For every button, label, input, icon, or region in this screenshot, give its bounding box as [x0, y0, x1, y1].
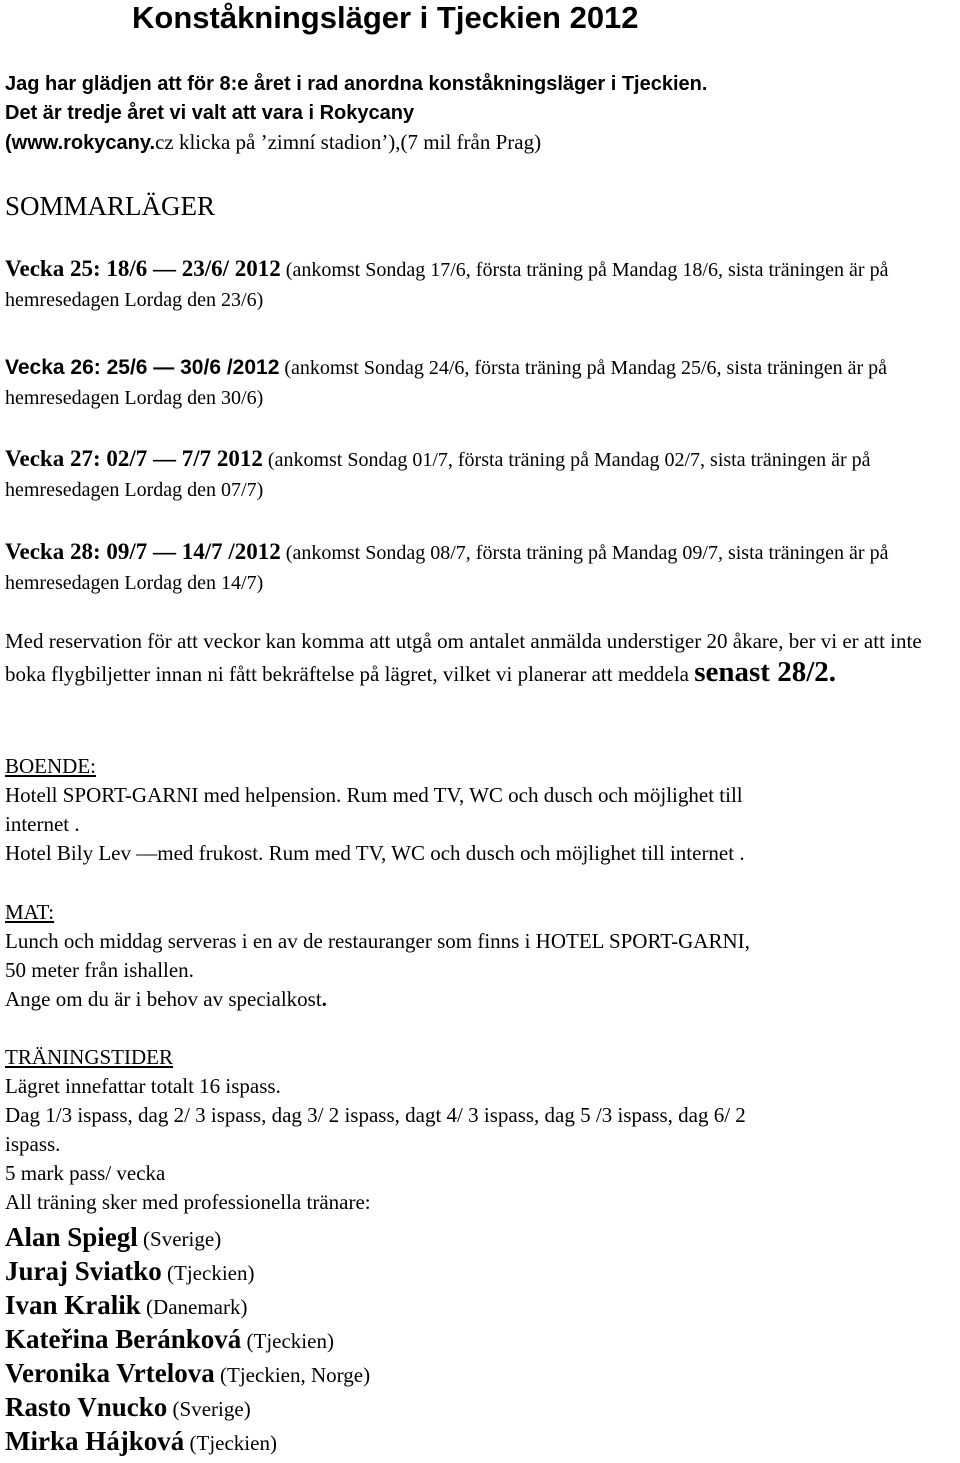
intro-line-3-rest: cz klicka på ’zimní stadion’),(7 mil från Prag) — [155, 130, 542, 154]
intro-line-3 — [5, 128, 707, 158]
intro-line-3-bold: (www.rokycany. — [5, 132, 156, 154]
trainer-country: (Tjeckien, Norge) — [214, 1363, 371, 1387]
mat-line-3-text: Ange om du är i behov av specialkost — [5, 987, 322, 1011]
intro-line-1: Jag har glädjen att för 8:e året i rad anordna konståkningsläger i Tjeckien. — [5, 73, 708, 95]
trainer-item — [5, 1220, 370, 1254]
week-27-dates: Vecka 27: 02/7 — 7/7 2012 — [5, 446, 263, 471]
hotel-2-details: —med frukost. Rum med TV, WC och dusch och möjlighet till internet . — [130, 841, 745, 865]
trainer-item — [5, 1424, 370, 1458]
trainer-country: (Tjeckien) — [184, 1431, 277, 1455]
reservation-notice — [5, 626, 955, 690]
week-28-details: (ankomst Sondag 08/7, första träning på Mandag 09/7, sista träningen är på hemresedagen Lordag den 14/7) — [5, 542, 889, 594]
boende-heading: BOENDE: — [5, 754, 96, 778]
training-line-3: ispass. — [5, 1132, 61, 1156]
hotel-1-continued: internet . — [5, 812, 80, 836]
trainer-item — [5, 1288, 370, 1322]
week-26 — [5, 353, 955, 413]
trainer-name: Veronika Vrtelova — [5, 1358, 215, 1388]
mat-section — [5, 898, 955, 1014]
trainer-name: Mirka Hájková — [5, 1426, 185, 1456]
week-26-details: (ankomst Sondag 24/6, första träning på Mandag 25/6, sista träningen är på hemresedagen Lordag den 30/6) — [5, 357, 888, 409]
training-line-4: 5 mark pass/ vecka — [5, 1161, 166, 1185]
training-line-2: Dag 1/3 ispass, dag 2/ 3 ispass, dag 3/ 2 ispass, dagt 4/ 3 ispass, dag 5 /3 ispass, dag 6/ 2 — [5, 1103, 746, 1127]
mat-line-2: 50 meter från ishallen. — [5, 958, 194, 982]
mat-heading: MAT: — [5, 900, 55, 924]
trainer-item — [5, 1390, 370, 1424]
trainer-name: Alan Spiegl — [5, 1222, 138, 1252]
hotel-1-name: Hotell SPORT-GARNI — [5, 783, 199, 807]
trainer-country: (Sverige) — [167, 1397, 251, 1421]
week-26-dates: Vecka 26: 25/6 — 30/6 /2012 — [5, 356, 280, 379]
trainer-name: Ivan Kralik — [5, 1290, 141, 1320]
trainer-name: Rasto Vnucko — [5, 1392, 168, 1422]
training-heading: TRÄNINGSTIDER — [5, 1045, 173, 1069]
hotel-2 — [5, 839, 955, 868]
trainer-list — [5, 1220, 370, 1458]
week-25-dates: Vecka 25: 18/6 — 23/6/ 2012 — [5, 256, 281, 281]
trainer-item — [5, 1322, 370, 1356]
trainer-item — [5, 1356, 370, 1390]
trainer-country: (Danemark) — [140, 1295, 248, 1319]
week-27-details: (ankomst Sondag 01/7, första träning på Mandag 02/7, sista träningen är på hemresedagen Lordag den 07/7) — [5, 449, 871, 501]
week-25 — [5, 254, 955, 315]
reservation-deadline: senast 28/2. — [694, 656, 837, 688]
reservation-text: Med reservation för att veckor kan komma att utgå om antalet anmälda understiger 20 åkare, ber vi er att inte boka flygbiljetter innan ni fått bekräftelse på lägret, vilket vi planerar att meddela — [5, 629, 922, 686]
week-28 — [5, 537, 955, 598]
hotel-1 — [5, 781, 955, 810]
mat-line-3 — [5, 985, 955, 1014]
trainer-name: Juraj Sviatko — [5, 1256, 162, 1286]
trainer-country: (Sverige) — [137, 1227, 222, 1251]
trainer-item — [5, 1254, 370, 1288]
intro — [5, 70, 707, 158]
trainer-name: Kateřina Beránková — [5, 1324, 242, 1354]
week-28-dates: Vecka 28: 09/7 — 14/7 /2012 — [5, 539, 281, 564]
page-title: Konståkningsläger i Tjeckien 2012 — [132, 0, 639, 35]
mat-line-3-end: . — [321, 987, 327, 1011]
hotel-1-details: med helpension. Rum med TV, WC och dusch och möjlighet till — [198, 783, 743, 807]
boende-section — [5, 752, 955, 868]
summer-camp-heading: SOMMARLÄGER — [5, 191, 216, 221]
mat-line-1: Lunch och middag serveras i en av de restauranger som finns i HOTEL SPORT-GARNI, — [5, 929, 750, 953]
training-section — [5, 1043, 955, 1217]
trainer-country: (Tjeckien) — [161, 1261, 255, 1285]
intro-line-2: Det är tredje året vi valt att vara i Rokycany — [5, 102, 415, 124]
training-line-5: All träning sker med professionella tränare: — [5, 1190, 371, 1214]
hotel-2-name: Hotel Bily Lev — [5, 841, 131, 865]
trainer-country: (Tjeckien) — [241, 1329, 334, 1353]
week-27 — [5, 444, 955, 505]
training-line-1: Lägret innefattar totalt 16 ispass. — [5, 1074, 281, 1098]
week-25-details: (ankomst Sondag 17/6, första träning på Mandag 18/6, sista träningen är på hemresedagen Lordag den 23/6) — [5, 259, 889, 311]
